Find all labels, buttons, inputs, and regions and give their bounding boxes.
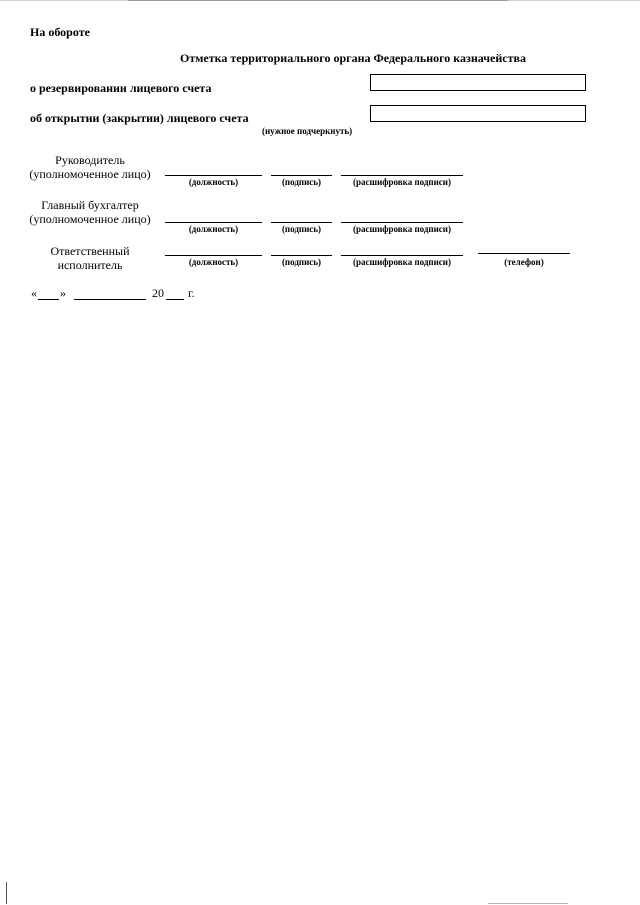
executor-phone-caption: (телефон) (504, 257, 544, 267)
executor-position-caption: (должность) (188, 257, 239, 267)
accountant-position-caption: (должность) (188, 224, 239, 234)
date-year-line[interactable] (166, 299, 184, 300)
date-day-line[interactable] (38, 299, 59, 300)
date-year-prefix: 20 (152, 286, 164, 300)
head-signature-caption: (подпись) (281, 177, 322, 187)
date-open-quote: « (31, 286, 37, 300)
head-role-line1: Руководитель (55, 153, 125, 167)
reservation-label: о резервировании лицевого счета (30, 81, 212, 95)
scan-top-shadow (128, 0, 508, 1)
head-role (15, 153, 165, 181)
executor-decoding-line[interactable] (341, 255, 463, 256)
executor-signature-line[interactable] (271, 255, 332, 256)
head-decoding-caption: (расшифровка подписи) (353, 177, 451, 187)
date-year-suffix: г. (188, 286, 195, 300)
accountant-signature-caption: (подпись) (281, 224, 322, 234)
form-title-text: Отметка территориального органа Федерального казначейства (180, 51, 526, 65)
executor-role-line2: исполнитель (57, 258, 123, 272)
on-back-heading: На обороте (30, 25, 90, 39)
executor-role-line1: Ответственный (50, 244, 130, 258)
accountant-decoding-line[interactable] (341, 222, 463, 223)
head-signature-line[interactable] (271, 175, 332, 176)
scan-bottom-mark (488, 903, 568, 904)
accountant-role-line1: Главный бухгалтер (41, 198, 139, 212)
executor-decoding-caption: (расшифровка подписи) (353, 257, 451, 267)
head-decoding-line[interactable] (341, 175, 463, 176)
form-title (0, 51, 640, 66)
head-position-line[interactable] (165, 175, 262, 176)
accountant-role-line2: (уполномоченное лицо) (29, 212, 151, 226)
underline-note: (нужное подчеркнуть) (262, 126, 353, 136)
head-position-caption: (должность) (188, 177, 239, 187)
executor-phone-line[interactable] (478, 253, 570, 254)
opening-label: об открытии (закрытии) лицевого счета (30, 111, 249, 125)
opening-mark-box[interactable] (370, 105, 586, 122)
date-close-quote: » (60, 286, 66, 300)
accountant-signature-line[interactable] (271, 222, 332, 223)
accountant-position-line[interactable] (165, 222, 262, 223)
executor-role (15, 244, 165, 272)
scan-left-mark (6, 882, 7, 904)
head-role-line2: (уполномоченное лицо) (29, 167, 151, 181)
accountant-role (15, 198, 165, 226)
reservation-mark-box[interactable] (370, 74, 586, 91)
executor-position-line[interactable] (165, 255, 262, 256)
executor-signature-caption: (подпись) (281, 257, 322, 267)
date-month-line[interactable] (74, 299, 146, 300)
accountant-decoding-caption: (расшифровка подписи) (353, 224, 451, 234)
